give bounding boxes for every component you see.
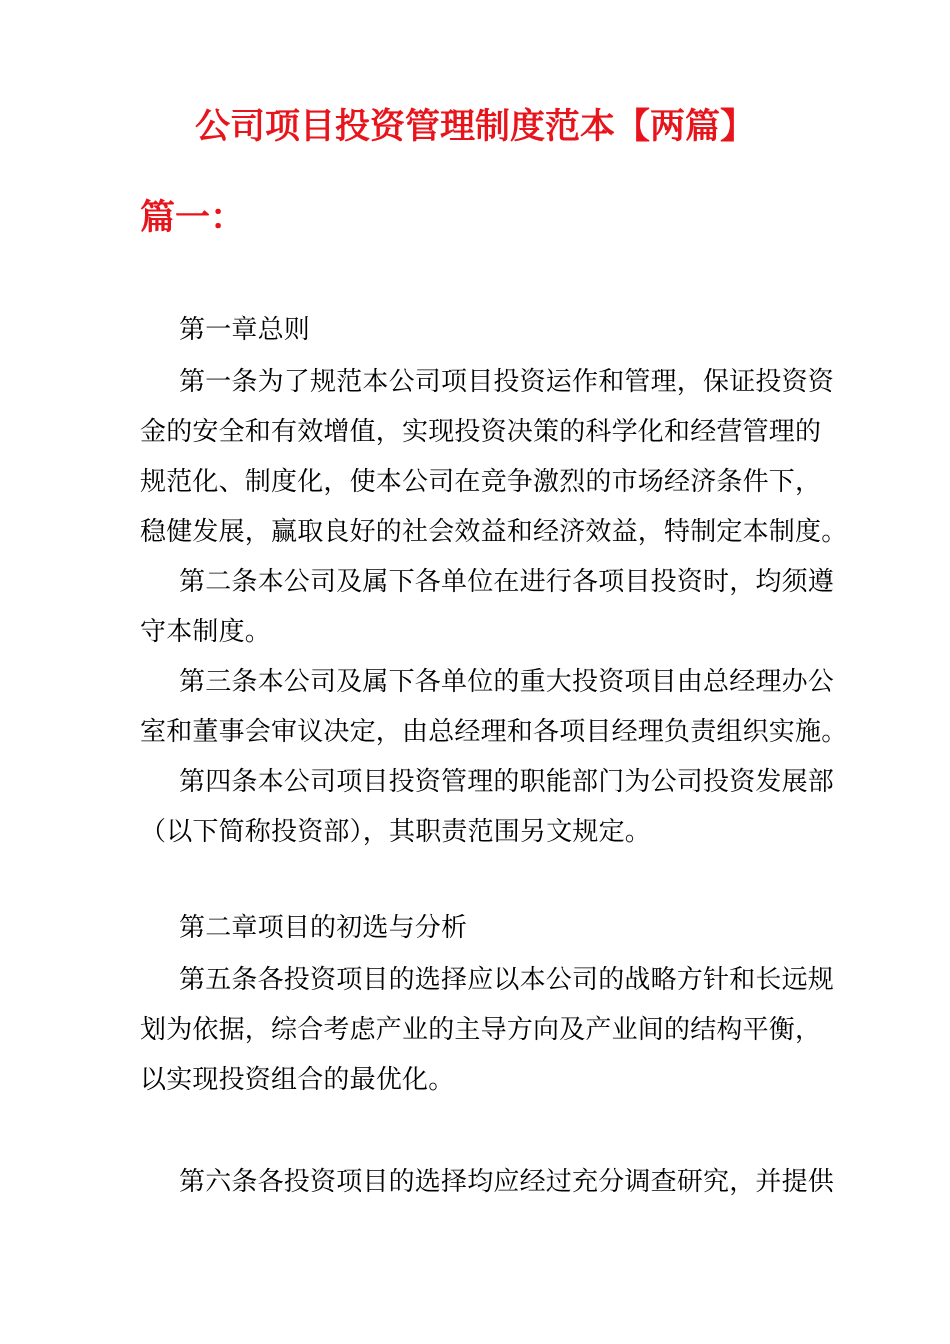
paragraph-line: 第一条为了规范本公司项目投资运作和管理，保证投资资 [179,367,835,397]
paragraph-line: 稳健发展，赢取良好的社会效益和经济效益，特制定本制度。 [140,517,848,547]
paragraph-line: 第六条各投资项目的选择均应经过充分调查研究，并提供 [179,1167,835,1197]
paragraph-line: 以实现投资组合的最优化。 [140,1065,455,1095]
paragraph-line: 守本制度。 [140,617,272,647]
paragraph-line: 金的安全和有效增值，实现投资决策的科学化和经营管理的 [140,417,822,447]
paragraph-line: 第四条本公司项目投资管理的职能部门为公司投资发展部 [179,767,835,797]
chapter-heading: 第一章总则 [179,315,311,345]
paragraph-line: 规范化、制度化，使本公司在竞争激烈的市场经济条件下， [140,467,822,497]
paragraph-line: （以下简称投资部），其职责范围另文规定。 [140,817,652,847]
part-heading: 篇一： [140,198,246,238]
paragraph-line: 第五条各投资项目的选择应以本公司的战略方针和长远规 [179,965,835,995]
paragraph-line: 划为依据，综合考虑产业的主导方向及产业间的结构平衡， [140,1015,822,1045]
paragraph-line: 第三条本公司及属下各单位的重大投资项目由总经理办公 [179,667,835,697]
paragraph-line: 室和董事会审议决定，由总经理和各项目经理负责组织实施。 [140,717,848,747]
chapter-heading: 第二章项目的初选与分析 [179,913,468,943]
document-title: 公司项目投资管理制度范本【两篇】 [194,107,755,147]
paragraph-line: 第二条本公司及属下各单位在进行各项目投资时，均须遵 [179,567,835,597]
